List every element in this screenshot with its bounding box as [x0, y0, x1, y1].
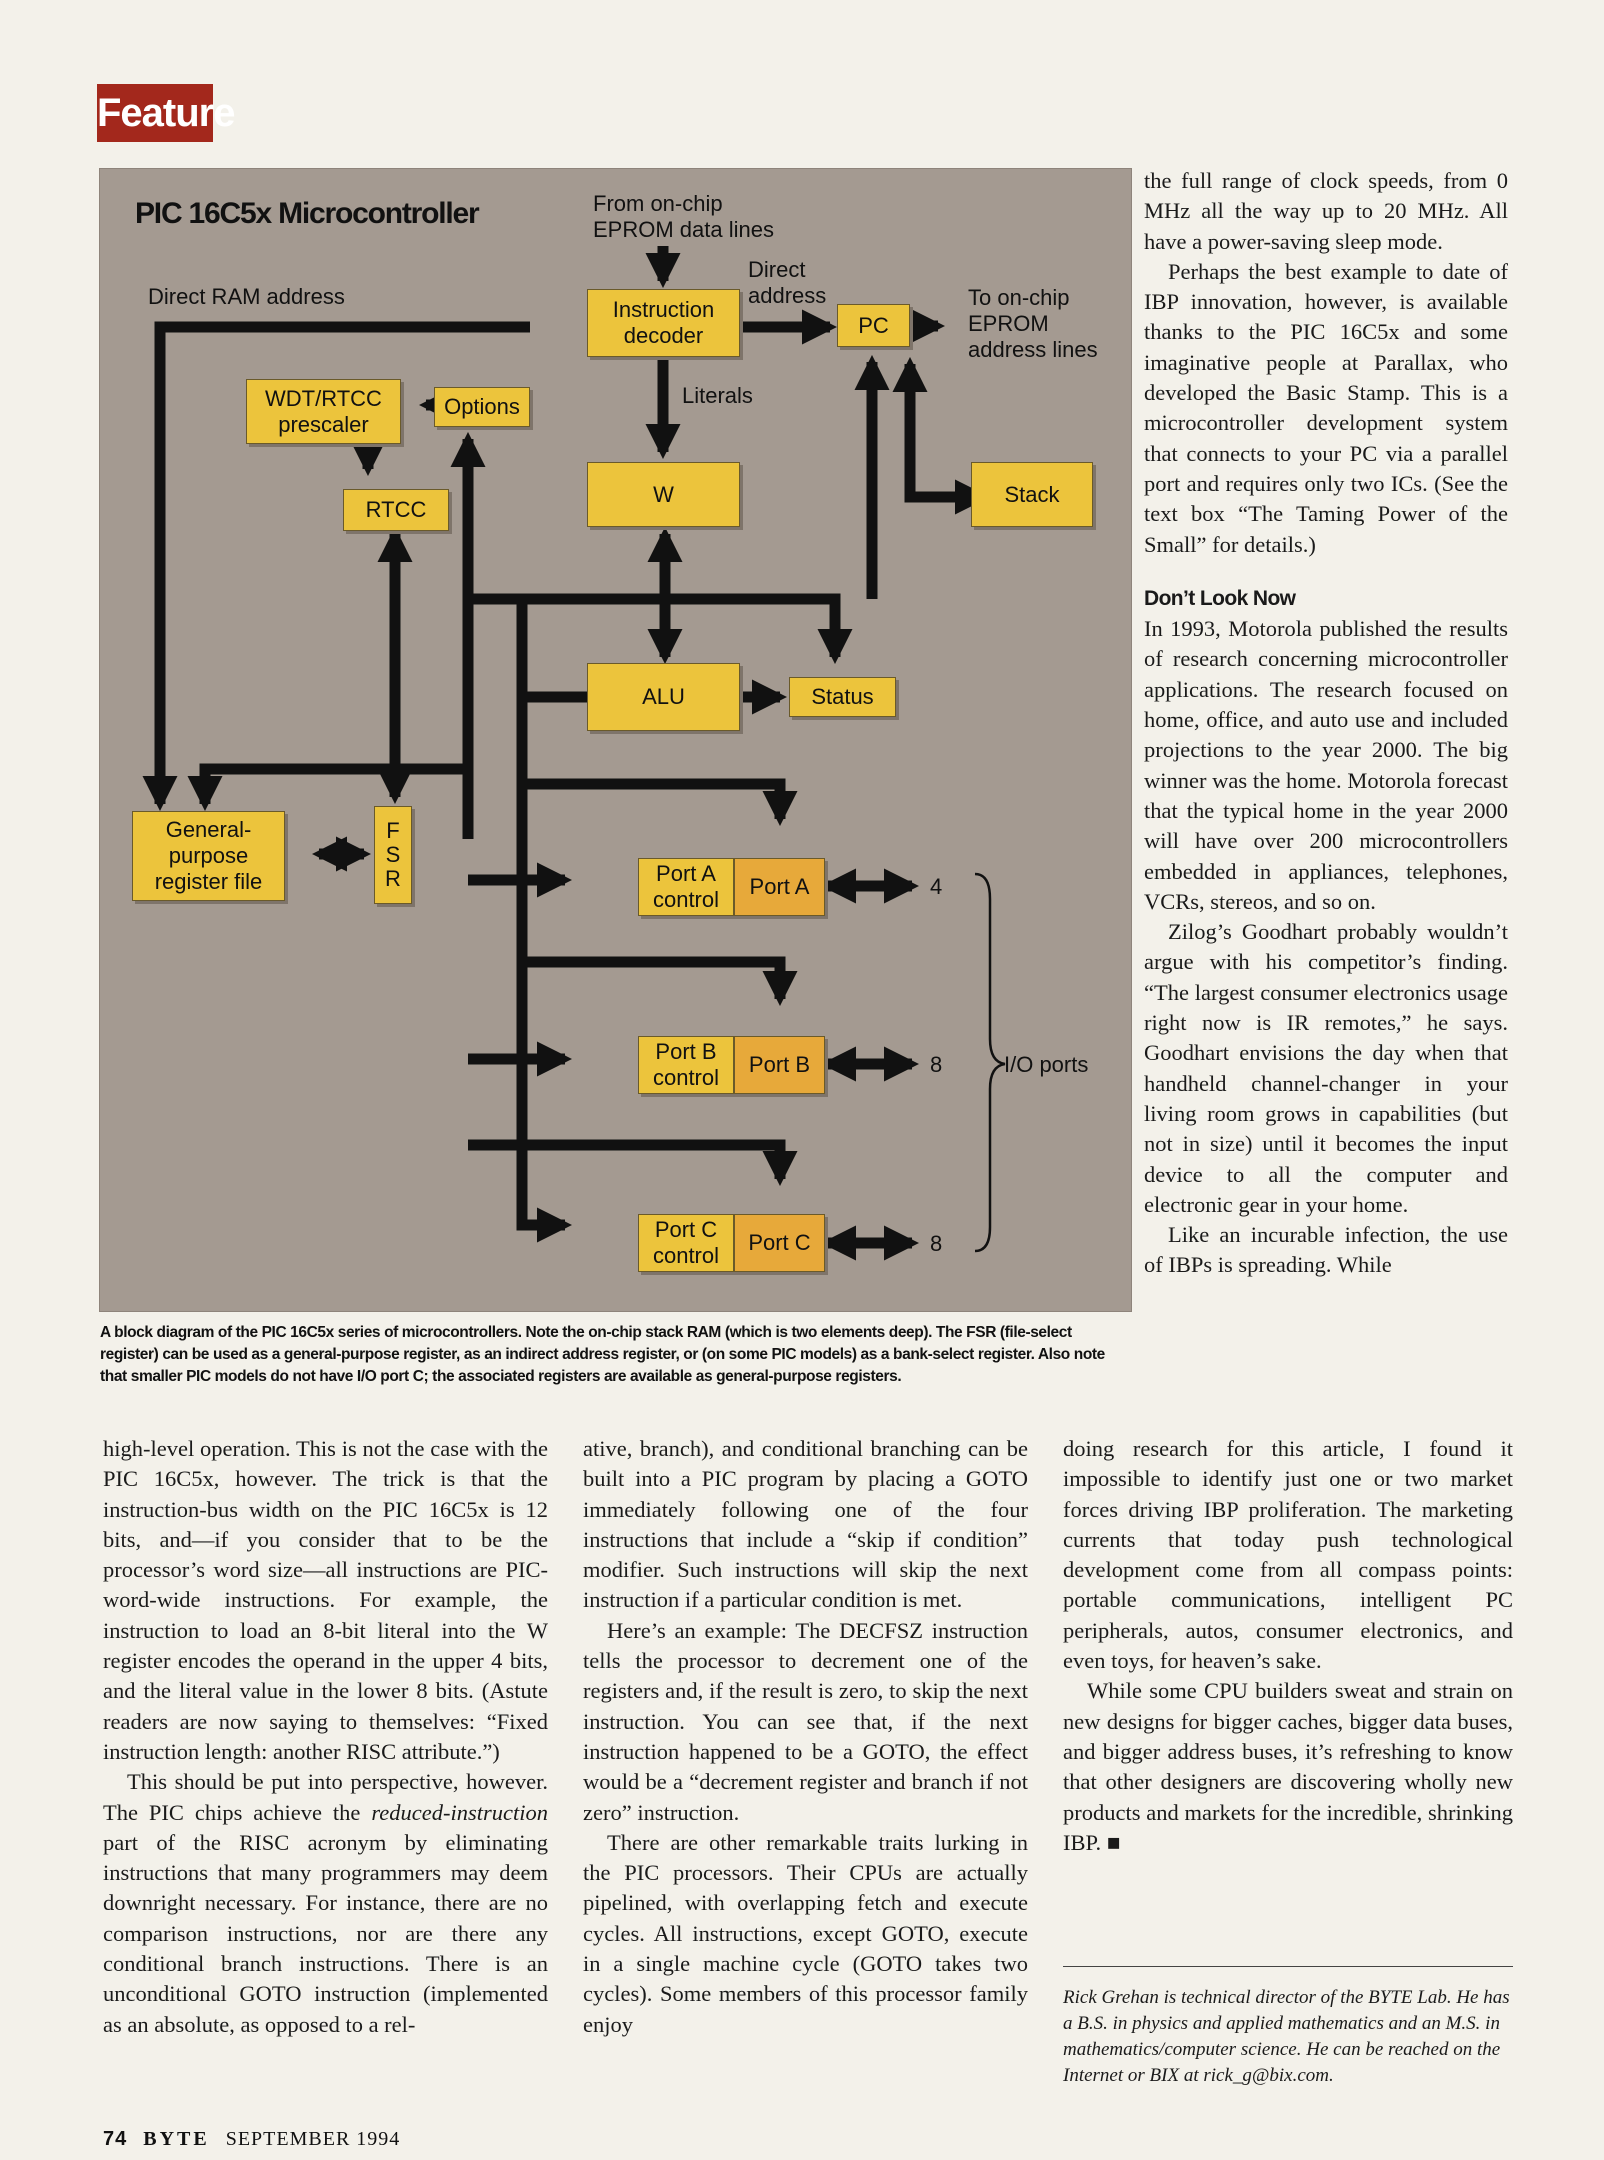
diagram-title: PIC 16C5x Microcontroller [135, 197, 479, 230]
io-brace [975, 874, 1005, 1251]
bus-to-port-b-line [522, 962, 780, 999]
text-run: This should be put into perspective, however. The PIC chips achieve the [103, 1769, 548, 1825]
w-register-block: W [587, 462, 740, 527]
stack-block: Stack [971, 462, 1093, 527]
fsr-letter-f: F [386, 818, 400, 843]
text-run: part of the RISC acronym by eliminating instructions that many programmers may deem downright necessary. For instance, there are no comparison instructions, nor are there any conditional branch instructions. There is an unconditional GOTO instruction (implemented as an absolute, as opposed to a rel- [103, 1829, 548, 2037]
general-purpose-register-file-block: General- purpose register file [132, 811, 285, 901]
paragraph: ative, branch), and conditional branching can be built into a PIC program by placing a GOTO immediately following one of the four instructions that include a “skip if condition” modifier. Such instructions will skip the next instruction if a particular condition is met. [583, 1436, 1028, 1613]
bus-to-port-a-line [522, 784, 780, 819]
port-b-block: Port B [734, 1036, 825, 1094]
fsr-letter-s: S [385, 842, 401, 867]
port-a-control-block: Port A control [638, 858, 734, 916]
bus-to-port-c-line [468, 1145, 780, 1179]
bus-to-gpr-line [205, 769, 468, 804]
paragraph: high-level operation. This is not the case with the PIC 16C5x, however. The trick is that the instruction-bus width on the PIC 16C5x is 12 bits, and—if you consider that to be the processor’s word size—all instructions are PIC-word-wide instructions. For example, the instruction to load an 8-bit literal into the W register encodes the operand in the upper 4 bits, and the literal value in the lower 8 bits. (Astute readers are now saying to themselves: “Fixed instruction length: another RISC attribute.”) [103, 1436, 548, 1764]
article-column-1 [103, 1434, 548, 2040]
paragraph: Like an incurable infection, the use of IBPs is spreading. While [1144, 1222, 1508, 1278]
issue-date: SEPTEMBER 1994 [225, 2128, 401, 2150]
wdt-rtcc-prescaler-block: WDT/RTCC prescaler [246, 379, 401, 444]
literals-label: Literals [682, 383, 753, 408]
paragraph: Zilog’s Goodhart probably wouldn’t argue with his competitor’s finding. “The largest consumer electronics usage right now is IR remotes,” he says. Goodhart envisions the day when that handheld channel-changer in your living room grows in capabilities (but not in size) until it becomes the input device to all the computer and electronic gear in your home. [1144, 919, 1508, 1217]
port-c-width-label: 8 [930, 1231, 943, 1256]
pc-block: PC [837, 304, 910, 347]
block-diagram [99, 168, 1132, 1312]
from-eprom-label: From on-chip EPROM data lines [593, 191, 774, 242]
fsr-letter-r: R [385, 866, 401, 891]
paragraph: While some CPU builders sweat and strain on new designs for bigger caches, bigger data buses, and bigger address buses, it’s refreshing to know that other designers are discovering wholly new products and markets for the incredible, shrinking IBP. ■ [1063, 1678, 1513, 1855]
author-bio: Rick Grehan is technical director of the BYTE Lab. He has a B.S. in physics and applied mathematics and an M.S. in mathematics/computer science. He can be reached on the Internet or BIX at rick_g@bix.com. [1063, 1966, 1513, 2089]
article-right-column-top [1144, 166, 1508, 1281]
paragraph [103, 1767, 548, 2040]
port-c-control-block: Port C control [638, 1214, 734, 1272]
to-eprom-label: To on-chip EPROM address lines [968, 285, 1098, 362]
paragraph: Perhaps the best example to date of IBP innovation, however, is available thanks to the PIC 16C5x and some imaginative people at Parallax, who developed the Basic Stamp. This is a microcontroller development system that connects to your PC via a parallel port and requires only two ICs. (See the text box “The Taming Power of the Small” for details.) [1144, 258, 1508, 557]
port-b-width-label: 8 [930, 1052, 943, 1077]
direct-address-label: Direct address [748, 257, 827, 308]
rtcc-block: RTCC [343, 489, 449, 531]
alu-block: ALU [587, 663, 740, 731]
port-b-control-block: Port B control [638, 1036, 734, 1094]
magazine-name: BYTE [143, 2128, 210, 2150]
instruction-decoder-block: Instruction decoder [587, 289, 740, 357]
article-column-3 [1063, 1434, 1513, 1858]
fsr-block [374, 806, 412, 904]
port-a-width-label: 4 [930, 874, 943, 899]
direct-ram-label: Direct RAM address [148, 284, 345, 309]
subheading: Don’t Look Now [1144, 586, 1296, 610]
status-block: Status [789, 677, 896, 717]
italic-term: reduced-instruction [371, 1799, 548, 1825]
options-block: Options [434, 387, 530, 427]
port-a-block: Port A [734, 858, 825, 916]
io-ports-label: I/O ports [1004, 1052, 1089, 1077]
page-number: 74 [103, 2128, 128, 2150]
article-column-2 [583, 1434, 1028, 2040]
paragraph: There are other remarkable traits lurking in the PIC processors. Their CPUs are actually pipelined, with overlapping fetch and execute cycles. All instructions, except GOTO, execute in a single machine cycle (GOTO takes two cycles). Some members of this processor family enjoy [583, 1829, 1028, 2037]
paragraph: the full range of clock speeds, from 0 MHz all the way up to 20 MHz. All have a power-saving sleep mode. [1144, 168, 1508, 254]
paragraph: In 1993, Motorola published the results of research concerning microcontroller applications. The research focused on home, office, and auto use and included projections to the year 2000. The big winner was the home. Motorola forecast that the typical home in the year 2000 will have over 200 microcontrollers embedded in appliances, telephones, VCRs, stereos, and so on. [1144, 616, 1508, 914]
paragraph: doing research for this article, I found it impossible to identify just one or two market forces driving IBP proliferation. The marketing currents that today push technological development come from all compass points: portable communications, intelligent PC peripherals, autos, consumer electronics, and even toys, for heaven’s sake. [1063, 1436, 1513, 1674]
port-c-block: Port C [734, 1214, 825, 1272]
page-footer [103, 2128, 400, 2151]
section-tag: Feature [97, 84, 213, 142]
figure-caption: A block diagram of the PIC 16C5x series of microcontrollers. Note the on-chip stack RAM (which is two elements deep). The FSR (file-select register) can be used as a general-purpose register, as an indirect address register, or (on some PIC models) as a bank-select register. Also note that smaller PIC models do not have I/O port C; the associated registers are available as general-purpose registers. [100, 1324, 1105, 1385]
paragraph: Here’s an example: The DECFSZ instruction tells the processor to decrement one of the registers and, if the result is zero, to skip the next instruction. You can see that, if the next instruction happened to be a GOTO, the effect would be a “decrement register and branch if not zero” instruction. [583, 1617, 1028, 1825]
